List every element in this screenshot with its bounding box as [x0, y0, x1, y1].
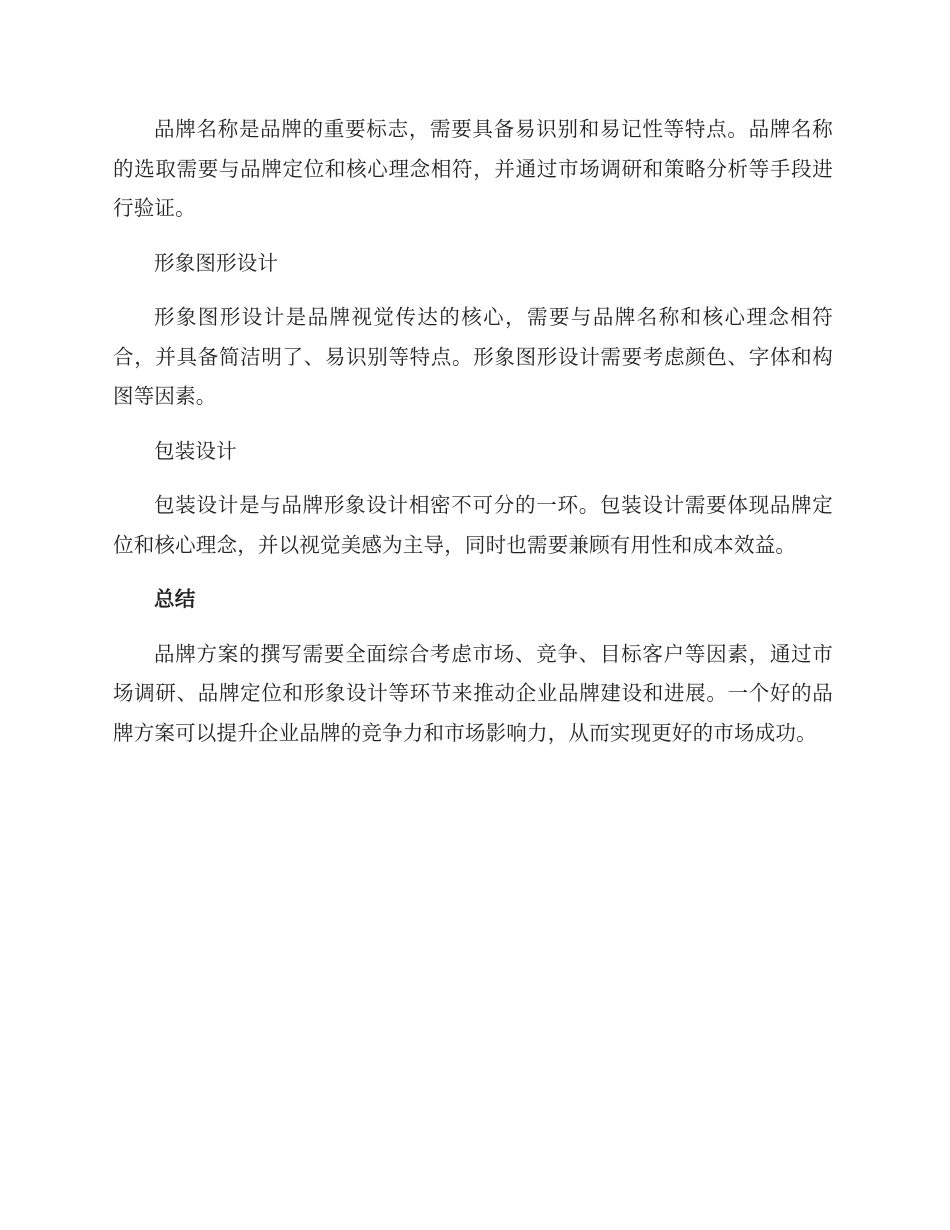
- section-heading-summary: 总结: [154, 587, 196, 611]
- paragraph-visual-design: 形象图形设计是品牌视觉传达的核心，需要与品牌名称和核心理念相符合，并具备简洁明了、易识别等特点。形象图形设计需要考虑颜色、字体和构图等因素。: [113, 305, 833, 408]
- paragraph-summary: 品牌方案的撰写需要全面综合考虑市场、竞争、目标客户等因素，通过市场调研、品牌定位和形象设计等环节来推动企业品牌建设和进展。一个好的品牌方案可以提升企业品牌的竞争力和市场影响力，从而实现更好的市场成功。: [113, 641, 833, 745]
- paragraph-packaging-design: 包装设计是与品牌形象设计相密不可分的一环。包装设计需要体现品牌定位和核心理念，并以视觉美感为主导，同时也需要兼顾有用性和成本效益。: [113, 493, 833, 557]
- subheading-packaging-design: 包装设计: [154, 438, 237, 463]
- document-body: [113, 110, 833, 768]
- subheading-visual-design: 形象图形设计: [154, 250, 279, 275]
- paragraph-brand-name: 品牌名称是品牌的重要标志，需要具备易识别和易记性等特点。品牌名称的选取需要与品牌定位和核心理念相符，并通过市场调研和策略分析等手段进行验证。: [113, 117, 833, 220]
